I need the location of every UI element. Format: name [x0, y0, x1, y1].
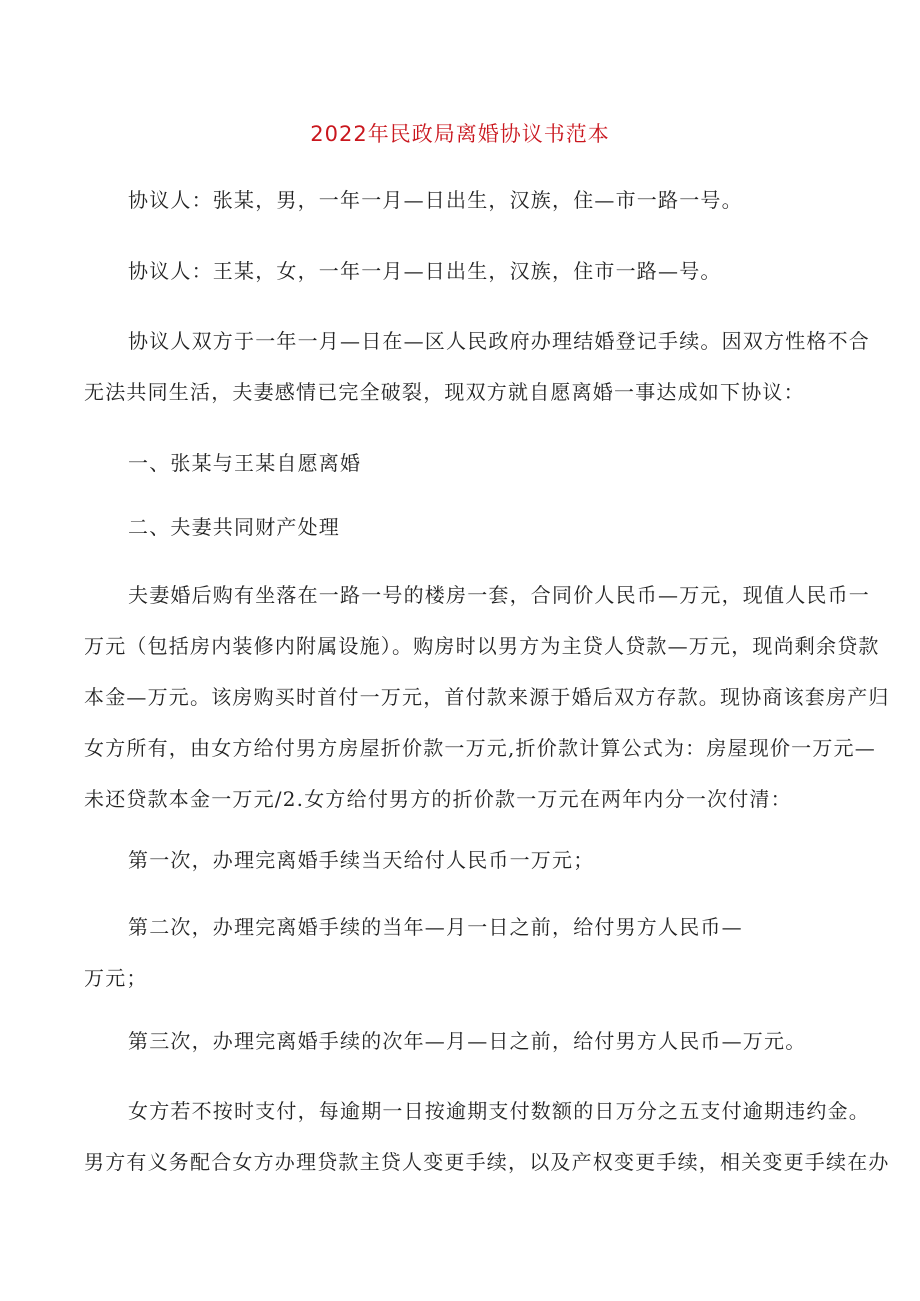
- property-line: 未还贷款本金一万元/2.女方给付男方的折价款一万元在两年内分一次付清：: [84, 787, 792, 811]
- party1-paragraph: 协议人：张某，男，一年一月—日出生，汉族，住—市一路一号。: [128, 188, 743, 212]
- payment-item-2-cont: 万元；: [84, 966, 148, 990]
- section-heading-1: 一、张某与王某自愿离婚: [128, 451, 362, 475]
- section-heading-2: 二、夫妻共同财产处理: [128, 515, 340, 539]
- intro-line: 协议人双方于一年一月—日在—区人民政府办理结婚登记手续。因双方性格不合: [128, 329, 870, 353]
- intro-line: 无法共同生活，夫妻感情已完全破裂，现双方就自愿离婚一事达成如下协议：: [84, 380, 805, 404]
- property-line: 夫妻婚后购有坐落在一路一号的楼房一套，合同价人民币—万元，现值人民币一: [128, 583, 870, 607]
- penalty-line: 男方有义务配合女方办理贷款主贷人变更手续，以及产权变更手续，相关变更手续在办: [84, 1150, 890, 1174]
- document-title: 2022年民政局离婚协议书范本: [310, 122, 610, 146]
- payment-item-1: 第一次，办理完离婚手续当天给付人民币一万元；: [128, 848, 595, 872]
- payment-item-2: 第二次，办理完离婚手续的当年—月一日之前，给付男方人民币—: [128, 915, 743, 939]
- property-line: 女方所有，由女方给付男方房屋折价款一万元,折价款计算公式为：房屋现价一万元—: [84, 736, 876, 760]
- party2-paragraph: 协议人：王某，女，一年一月—日出生，汉族，住市一路—号。: [128, 259, 722, 283]
- property-line: 万元（包括房内装修内附属设施）。购房时以男方为主贷人贷款—万元，现尚剩余贷款: [84, 634, 880, 658]
- penalty-line: 女方若不按时支付，每逾期一日按逾期支付数额的日万分之五支付逾期违约金。: [128, 1099, 870, 1123]
- property-line: 本金—万元。该房购买时首付一万元，首付款来源于婚后双方存款。现协商该套房产归: [84, 685, 890, 709]
- payment-item-3: 第三次，办理完离婚手续的次年—月—日之前，给付男方人民币—万元。: [128, 1029, 807, 1053]
